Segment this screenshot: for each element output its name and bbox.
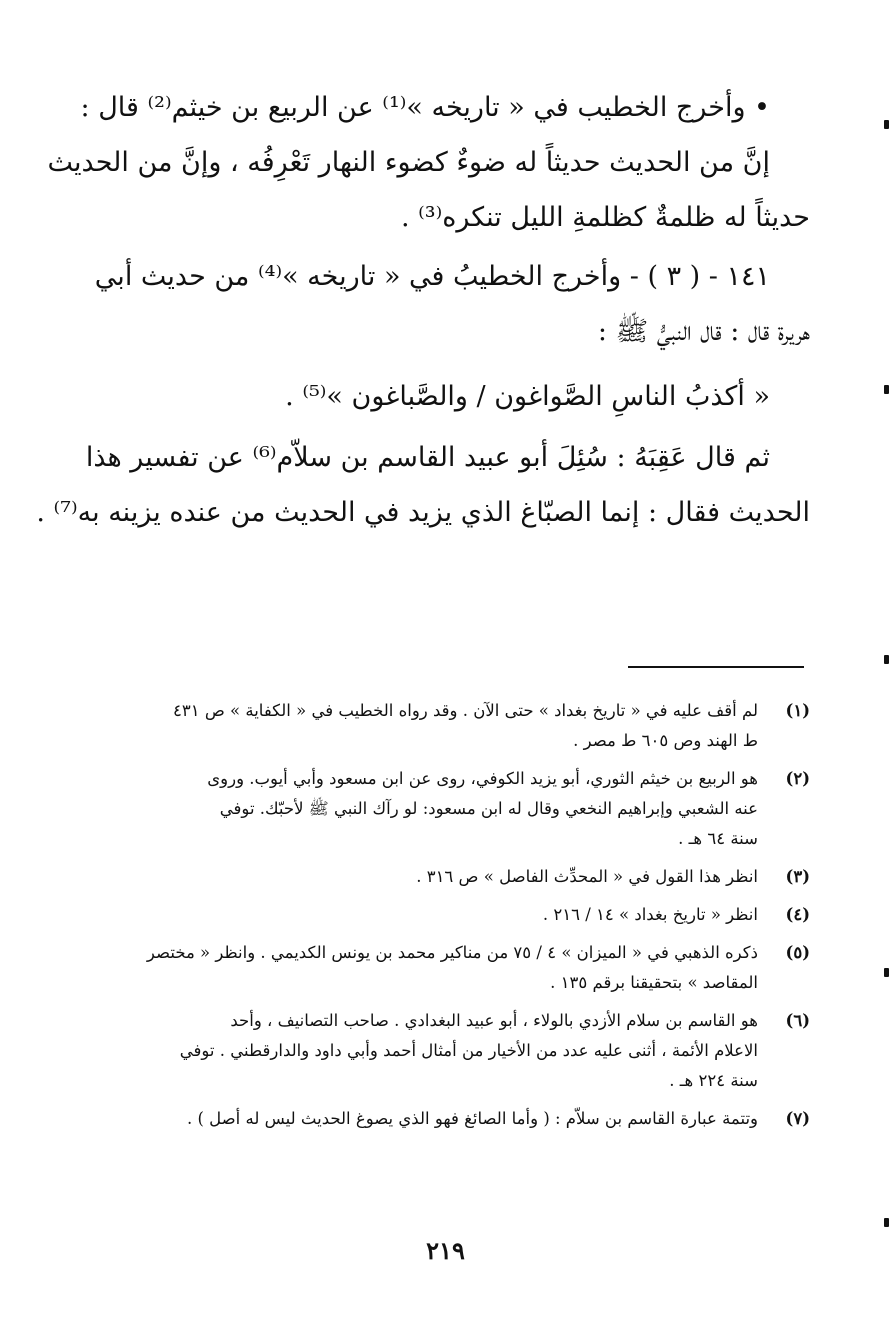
- scan-edge-mark: [884, 1218, 889, 1227]
- footnote-3: [100, 862, 810, 892]
- footnote-number: (٢): [785, 769, 810, 788]
- footnote-line: سنة ٦٤ هـ .: [678, 829, 758, 848]
- footnote-7: [100, 1104, 810, 1134]
- footnote-number: (٣): [785, 867, 810, 886]
- footnote-line: هو الربيع بن خيثم الثوري، أبو يزيد الكوفي، روى عن ابن مسعود وأبي أيوب. وروى: [207, 769, 758, 788]
- footnote-line: الاعلام الأئمة ، أثنى عليه عدد من الأخيار من أمثال أحمد وأبي داود والدارقطني . توفي: [179, 1041, 758, 1060]
- footnote-number: (٤): [785, 905, 810, 924]
- footnote-number: (٧): [785, 1109, 810, 1128]
- scan-edge-mark: [884, 655, 889, 664]
- footnote-number: (٥): [785, 943, 810, 962]
- footnote-line: لم أقف عليه في « تاريخ بغداد » حتى الآن . وقد رواه الخطيب في « الكفاية » ص ٤٣١: [172, 701, 758, 720]
- text-line: الحديث فقال : إنما الصبّاغ الذي يزيد في الحديث من عنده يزينه به⁽⁷⁾ .: [36, 497, 810, 528]
- footnote-line: عنه الشعبي وإبراهيم النخعي وقال له ابن مسعود: لو رآك النبي ﷺ لأحبّك. توفي: [219, 799, 758, 818]
- footnote-line: هو القاسم بن سلام الأزدي بالولاء ، أبو عبيد البغدادي . صاحب التصانيف ، وأحد: [230, 1011, 758, 1030]
- text-line: • وأخرج الخطيب في « تاريخه »⁽¹⁾ عن الربيع بن خيثم⁽²⁾ قال :: [80, 92, 770, 123]
- footnote-line: وتتمة عبارة القاسم بن سلاّم : ( وأما الصائغ فهو الذي يصوغ الحديث ليس له أصل ) .: [187, 1109, 758, 1128]
- footnote-line: المقاصد » بتحقيقنا برقم ١٣٥ .: [550, 973, 758, 992]
- hadith-quote: « أكذبُ الناسِ الصَّواغون / والصَّباغون »⁽⁵⁾ .: [285, 381, 770, 412]
- text-line: إنَّ من الحديث حديثاً له ضوءٌ كضوء النهار تَعْرِفُه ، وإنَّ من الحديث: [47, 147, 770, 178]
- footnote-2: [100, 764, 810, 854]
- scan-edge-mark: [884, 968, 889, 977]
- footnote-number: (١): [785, 701, 810, 720]
- footnote-line: انظر « تاريخ بغداد » ١٤ / ٢١٦ .: [542, 905, 758, 924]
- footnote-line: سنة ٢٢٤ هـ .: [669, 1071, 758, 1090]
- footnote-line: ط الهند وص ٦٠٥ ط مصر .: [573, 731, 758, 750]
- footnote-5: [100, 938, 810, 998]
- footnote-4: [100, 900, 810, 930]
- footnote-1: [100, 696, 810, 756]
- hadith-number-line: ١٤١ - ( ٣ ) - وأخرج الخطيبُ في « تاريخه »⁽⁴⁾ من حديث أبي: [94, 261, 770, 292]
- text-line: ثم قال عَقِبَهُ : سُئِلَ أبو عبيد القاسم بن سلاّم⁽⁶⁾ عن تفسير هذا: [85, 442, 770, 473]
- text-line: هريرة قال : قال النبيُّ ﷺ :: [597, 316, 810, 347]
- footnote-number: (٦): [785, 1011, 810, 1030]
- scan-edge-mark: [884, 120, 889, 129]
- scan-edge-mark: [884, 385, 889, 394]
- text-line: حديثاً له ظلمةٌ كظلمةِ الليل تنكره⁽³⁾ .: [400, 202, 810, 233]
- main-text: [36, 80, 810, 540]
- footnote-separator: [628, 666, 804, 668]
- page-number: ٢١٩: [426, 1236, 465, 1265]
- footnotes: [100, 696, 810, 1142]
- footnote-6: [100, 1006, 810, 1096]
- footnote-line: ذكره الذهبي في « الميزان » ٤ / ٧٥ من مناكير محمد بن يونس الكديمي . وانظر « مختصر: [146, 943, 758, 962]
- footnote-line: انظر هذا القول في « المحدِّث الفاصل » ص ٣١٦ .: [416, 867, 758, 886]
